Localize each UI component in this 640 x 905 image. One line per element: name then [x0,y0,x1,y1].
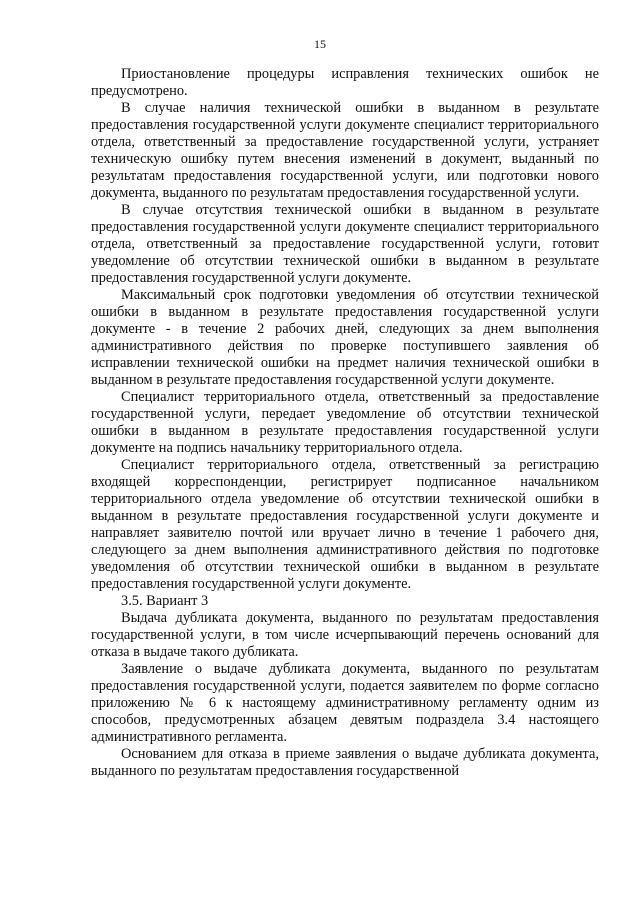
paragraph-no-error-notice: В случае отсутствия технической ошибки в выданном в результате предоставления государственной услуги документе специалист территориального отдела, ответственный за предоставление государственной услуги, готовит уведомление об отсутствии технической ошибки в выданном в результате предоставления государственной услуги документе. [91,202,599,286]
paragraph-duplicate-issuance: Выдача дубликата документа, выданного по результатам предоставления государственной услуги, в том числе исчерпывающий перечень оснований для отказа в выдаче такого дубликата. [91,610,599,660]
document-text [91,66,599,780]
paragraph-refusal-grounds: Основанием для отказа в приеме заявления о выдаче дубликата документа, выданного по результатам предоставления государственной [91,746,599,779]
paragraph-notice-deadline: Максимальный срок подготовки уведомления об отсутствии технической ошибки в выданном в результате предоставления государственной услуги документе - в течение 2 рабочих дней, следующих за днем выполнения административного действия по проверке поступившего заявления об исправлении технической ошибки на предмет наличия технической ошибки в выданном в результате предоставления государственной услуги документе. [91,287,599,388]
paragraph-error-correction: В случае наличия технической ошибки в выданном в результате предоставления государственной услуги документе специалист территориального отдела, ответственный за предоставление государственной услуги, устраняет техническую ошибку путем внесения изменений в документ, выданный по результатам предоставления государственной услуги, или подготовки нового документа, выданного по результатам предоставления государственной услуги. [91,100,599,201]
page-number: 15 [314,37,326,51]
paragraph-notice-signature: Специалист территориального отдела, ответственный за предоставление государственной услуги, передает уведомление об отсутствии технической ошибки в выданном в результате предоставления государственной услуги документе на подпись начальнику территориального отдела. [91,389,599,456]
paragraph-notice-registration: Специалист территориального отдела, ответственный за регистрацию входящей корреспонденции, регистрирует подписанное начальником территориального отдела уведомление об отсутствии технической ошибки в выданном в результате предоставления государственной услуги документе и направляет заявителю почтой или вручает лично в течение 1 рабочего дня, следующего за днем выполнения административного действия по подготовке уведомления об отсутствии технической ошибки в выданном в результате предоставления государственной услуги документе. [91,457,599,592]
paragraph-suspension-not-provided: Приостановление процедуры исправления технических ошибок не предусмотрено. [91,66,599,99]
section-heading-variant-3: 3.5. Вариант 3 [121,593,209,609]
paragraph-duplicate-application: Заявление о выдаче дубликата документа, выданного по результатам предоставления государственной услуги, подается заявителем по форме согласно приложению № 6 к настоящему административному регламенту одним из способов, предусмотренных абзацем девятым подраздела 3.4 настоящего административного регламента. [91,661,599,745]
